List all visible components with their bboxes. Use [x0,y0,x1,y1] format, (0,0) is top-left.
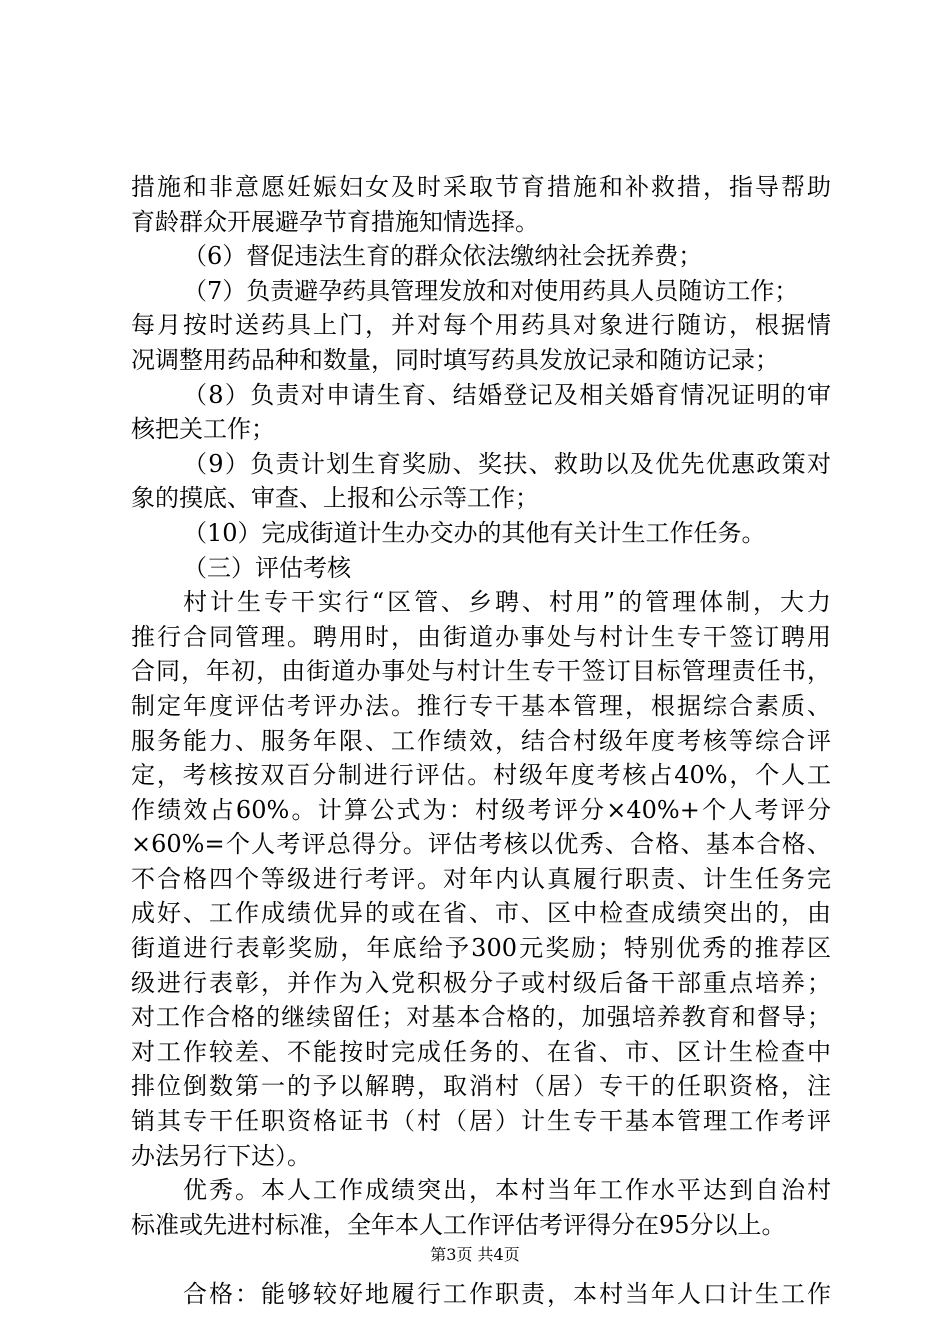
text-line: （7）负责避孕药具管理发放和对使用药具人员随访工作； [183,276,799,305]
text-line: 办法另行下达）。 [131,1141,311,1170]
text-line: 成好、工作成绩优异的或在省、市、区中检查成绩突出的，由 [131,899,831,928]
text-line: 排位倒数第一的予以解聘，取消村（居）专干的任职资格，注 [131,1072,831,1101]
text-line: 级进行表彰，并作为入党积极分子或村级后备干部重点培养； [131,968,831,997]
text-line: 服务能力、服务年限、工作绩效，结合村级年度考核等综合评 [131,726,831,755]
text-line: 推行合同管理。聘用时，由街道办事处与村计生专干签订聘用 [131,622,831,651]
text-line: 措施和非意愿妊娠妇女及时采取节育措施和补救措，指导帮助 [131,173,831,201]
text-line: （6）督促违法生育的群众依法缴纳社会抚养费； [183,242,703,271]
text-line: 村计生专干实行“区管、乡聘、村用”的管理体制，大力 [183,588,831,617]
text-line: 育龄群众开展避孕节育措施知情选择。 [131,207,539,236]
text-line: 象的摸底、审查、上报和公示等工作； [131,484,539,513]
text-line: 定，考核按双百分制进行评估。村级年度考核占40%，个人工 [131,761,831,790]
text-line: 优秀。本人工作成绩突出，本村当年工作水平达到自治村 [183,1176,831,1205]
text-line: 不合格四个等级进行考评。对年内认真履行职责、计生任务完 [131,864,831,893]
section-heading: （三）评估考核 [183,553,351,582]
text-line: ×60%=个人考评总得分。评估考核以优秀、合格、基本合格、 [131,830,831,859]
text-line: 对工作合格的继续留任；对基本合格的，加强培养教育和督导； [131,1003,831,1032]
text-line: 标准或先进村标准，全年本人工作评估考评得分在95分以上。 [131,1210,786,1239]
document-body [131,170,831,1312]
text-line: 销其专干任职资格证书（村（居）计生专干基本管理工作考评 [131,1107,831,1136]
page-number: 第3页 共4页 [430,1245,520,1264]
text-line: 况调整用药品种和数量，同时填写药具发放记录和随访记录； [131,345,779,374]
text-line: （9）负责计划生育奖励、奖扶、救助以及优先优惠政策对 [183,449,831,478]
text-line: 对工作较差、不能按时完成任务的、在省、市、区计生检查中 [131,1037,831,1066]
text-line: 合格：能够较好地履行工作职责，本村当年人口计生工作 [183,1280,831,1308]
text-line: 合同，年初，由街道办事处与村计生专干签订目标管理责任书， [131,657,831,686]
text-line: （8）负责对申请生育、结婚登记及相关婚育情况证明的审 [183,380,831,409]
text-line: 核把关工作； [131,415,275,444]
text-line: 街道进行表彰奖励，年底给予300元奖励；特别优秀的推荐区 [131,934,831,963]
text-line: （10）完成街道计生办交办的其他有关计生工作任务。 [183,518,766,547]
text-line: 作绩效占60%。计算公式为：村级考评分×40%+个人考评分 [131,795,831,824]
text-line: 每月按时送药具上门，并对每个用药具对象进行随访，根据情 [131,311,831,340]
text-line: 制定年度评估考评办法。推行专干基本管理，根据综合素质、 [131,691,831,720]
